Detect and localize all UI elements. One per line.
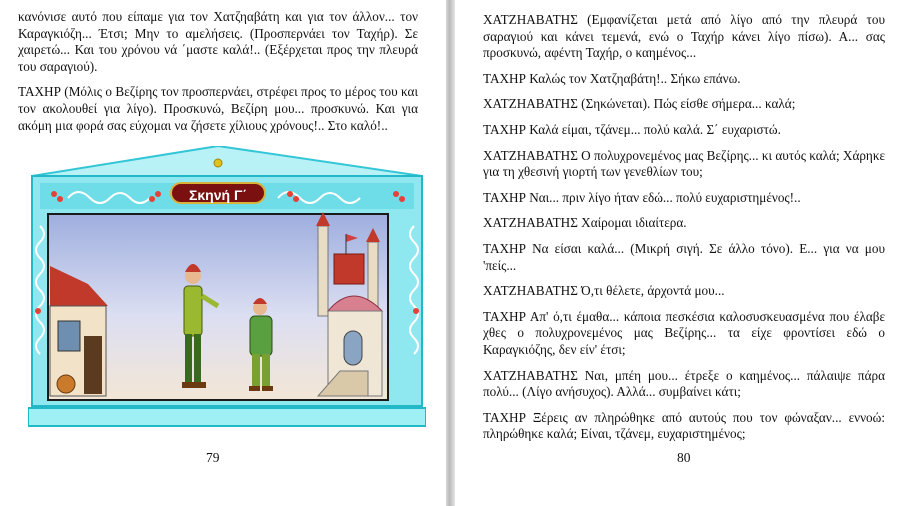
right-paragraph-11: ΧΑΤΖΗΑΒΑΤΗΣ Ναι, μπέη μου... έτρεξε ο καημένος... πάλαιψε πάρα πολύ... (Λίγο ανήσυχος). Αλλά... συμβαίνει κάτι; <box>483 367 885 400</box>
theatre-base <box>28 408 426 426</box>
right-paragraph-1: ΧΑΤΖΗΑΒΑΤΗΣ (Εμφανίζεται μετά από λίγο από την πλευρά του σαραγιού και κάνει τεμενά, ενώ ο Ταχήρ κάνει λίγο πίσω). Α... σας προσκυνώ, αφέντη Ταχήρ, ο καημένος... <box>483 12 885 61</box>
left-page <box>0 0 446 506</box>
right-paragraph-12: ΤΑΧΗΡ Ξέρεις αν πληρώθηκε από αυτούς που τον φώναξαν... εννοώ: πληρώθηκε καλά; Είναι, τζάνεμ, ευχαριστημένος; <box>483 409 885 442</box>
right-paragraph-5: ΧΑΤΖΗΑΒΑΤΗΣ Ο πολυχρονεμένος μας Βεζίρης... κι αυτός καλά; Χάρηκε για τη χθεσινή γιορτή των γενεθλίων του; <box>483 147 886 180</box>
page-number-left: 79 <box>206 450 220 465</box>
right-paragraph-7: ΧΑΤΖΗΑΒΑΤΗΣ Χαίρομαι ιδιαίτερα. <box>483 215 687 231</box>
left-paragraph-2: ΤΑΧΗΡ (Μόλις ο Βεζίρης τον προσπερνάει, στρέφει προς το μέρος του και τον ακολουθεί για λίγο). Προσκυνώ, Βεζίρη μου... προσκυνώ. Και για ακόμη μια φορά σας εύχομαι να ζήσετε χίλιους χρόνους!.. Στο καλό!.. <box>18 84 418 133</box>
left-paragraph-1: κανόνισε αυτό που είπαμε για τον Χατζηαβάτη και για τον άλλον... τον Καραγκιόζη... Έτσι; Μην το αμελήσεις. (Προσπερνάει τον Ταχήρ). Σε χαιρετώ... Και του χρόνου νά ΄μαστε καλά!.. (Εξέρχεται προς την πλευρά του σαραγιού). <box>18 9 418 74</box>
page-number-right: 80 <box>677 450 691 465</box>
book-gutter <box>446 0 455 506</box>
left-page-text <box>18 9 418 143</box>
right-page-text <box>483 12 885 452</box>
right-paragraph-2: ΤΑΧΗΡ Καλώς τον Χατζηαβάτη!.. Σήκω επάνω. <box>483 70 741 86</box>
right-paragraph-3: ΧΑΤΖΗΑΒΑΤΗΣ (Σηκώνεται). Πώς είσθε σήμερα... καλά; <box>483 96 796 112</box>
shadow-theatre-illustration <box>28 146 426 428</box>
right-page <box>455 0 901 506</box>
scene-title-badge: Σκηνή Γ΄ <box>170 182 266 204</box>
right-paragraph-4: ΤΑΧΗΡ Καλά είμαι, τζάνεμ... πολύ καλά. Σ΄ ευχαριστώ. <box>483 121 781 137</box>
right-paragraph-9: ΧΑΤΖΗΑΒΑΤΗΣ Ό,τι θέλετε, άρχοντά μου... <box>483 283 725 299</box>
theatre-pediment <box>32 146 422 176</box>
right-paragraph-10: ΤΑΧΗΡ Απ' ό,τι έμαθα... κάποια πεσκέσια καλοσυσκευασμένα που έλαβε χθες ο πολυχρονεμένος μας Βεζίρης... τα είχε φροντίσει εδώ ο Καραγκιόζης, δεν είν' έτσι; <box>483 308 885 357</box>
right-paragraph-6: ΤΑΧΗΡ Ναι... πριν λίγο ήταν εδώ... πολύ ευχαριστημένος!.. <box>483 189 801 205</box>
right-paragraph-8: ΤΑΧΗΡ Να είσαι καλά... (Μικρή σιγή. Σε άλλο τόνο). Ε... για να μου 'πείς... <box>483 240 885 273</box>
pediment-ornament <box>214 159 222 167</box>
